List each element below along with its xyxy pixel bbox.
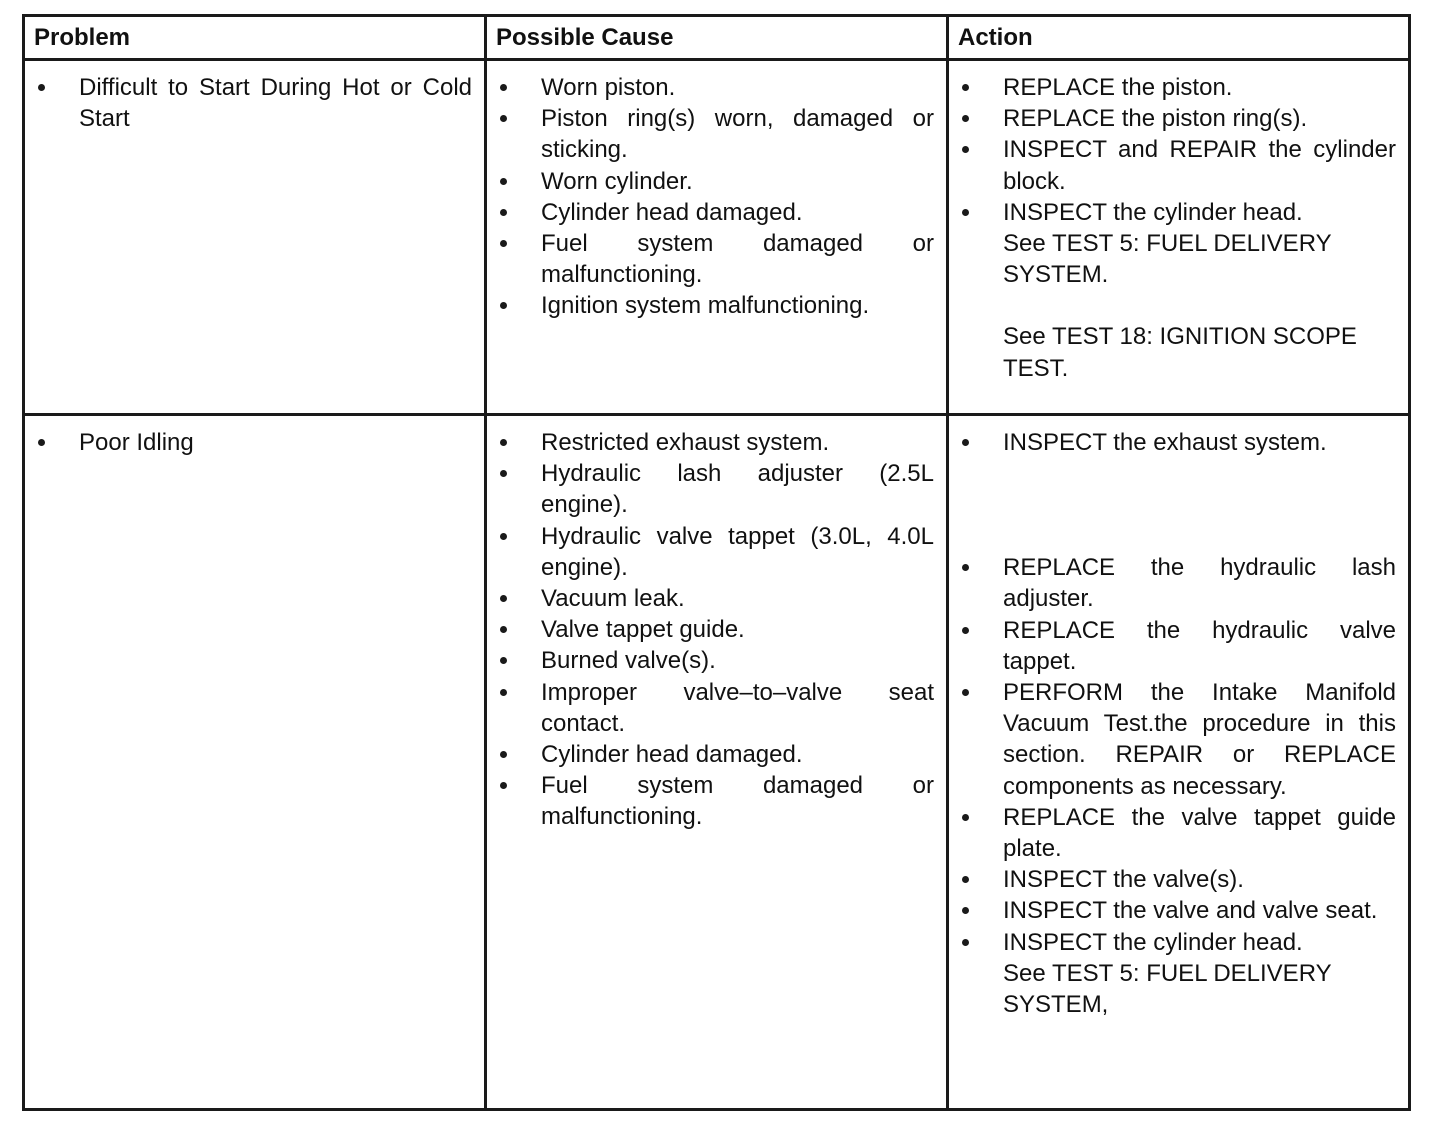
list-item	[491, 614, 934, 645]
bullet-icon	[500, 595, 507, 602]
cause-cell	[486, 60, 948, 415]
header-row	[24, 16, 1410, 60]
cause-text: Valve tappet guide.	[541, 616, 745, 644]
list-item	[491, 103, 934, 165]
reference-note: See TEST 5: FUEL DELIVERY SYSTEM.	[1003, 230, 1332, 289]
action-text: INSPECT and REPAIR the cylinder block.	[1003, 136, 1396, 195]
cause-text: Piston ring(s) worn, damaged or sticking.	[541, 105, 934, 164]
bullet-icon	[500, 782, 507, 789]
bullet-icon	[962, 627, 969, 634]
bullet-icon	[962, 814, 969, 821]
header-action: Action	[948, 16, 1410, 60]
bullet-icon	[38, 84, 45, 91]
action-text: PERFORM the Intake Manifold Vacuum Test.the procedure in this section. REPAIR or REPLACE components as necessary.	[1003, 679, 1396, 800]
action-cell	[948, 415, 1410, 1110]
bullet-icon	[500, 302, 507, 309]
bullet-icon	[962, 146, 969, 153]
bullet-icon	[500, 751, 507, 758]
problem-cell	[24, 415, 486, 1110]
list-item	[953, 927, 1396, 1021]
action-text: REPLACE the valve tappet guide plate.	[1003, 803, 1396, 863]
bullet-icon	[500, 439, 507, 446]
list-item	[491, 521, 934, 583]
cause-text: Vacuum leak.	[541, 585, 685, 613]
bullet-icon	[500, 240, 507, 247]
action-text: REPLACE the piston.	[1003, 74, 1233, 101]
action-text: REPLACE the hydraulic valve tappet.	[1003, 616, 1396, 675]
bullet-icon	[962, 564, 969, 571]
bullet-icon	[500, 84, 507, 91]
action-cell	[948, 60, 1410, 415]
list-item	[491, 770, 934, 832]
list-item	[491, 739, 934, 770]
cause-text: Fuel system damaged or malfunctioning.	[541, 772, 934, 831]
bullet-icon	[962, 115, 969, 122]
bullet-icon	[500, 626, 507, 633]
list-item	[491, 228, 934, 290]
header-possible-cause: Possible Cause	[486, 16, 948, 60]
action-text: INSPECT the exhaust system.	[1003, 429, 1327, 456]
diagnosis-table	[22, 14, 1411, 1111]
list-item	[953, 134, 1396, 196]
bullet-icon	[38, 439, 45, 446]
list-item	[491, 166, 934, 197]
problem-cell	[24, 60, 486, 415]
reference-note: See TEST 18: IGNITION SCOPE TEST.	[1003, 323, 1357, 382]
list-item	[953, 427, 1396, 458]
cause-text: Fuel system damaged or malfunctioning.	[541, 230, 934, 289]
bullet-icon	[500, 178, 507, 185]
cause-text: Burned valve(s).	[541, 647, 716, 675]
action-text: REPLACE the hydraulic lash adjuster.	[1003, 554, 1396, 613]
bullet-icon	[962, 689, 969, 696]
cause-text: Hydraulic lash adjuster (2.5L engine).	[541, 460, 934, 519]
action-text: REPLACE the piston ring(s).	[1003, 105, 1308, 133]
list-item	[491, 290, 934, 321]
list-item	[953, 677, 1396, 802]
list-item	[491, 677, 934, 739]
bullet-icon	[500, 657, 507, 664]
list-item	[491, 197, 934, 228]
cause-text: Restricted exhaust system.	[541, 429, 830, 456]
bullet-icon	[962, 439, 969, 446]
list-item	[953, 72, 1396, 103]
cause-text: Ignition system malfunctioning.	[541, 292, 870, 320]
list-item	[491, 72, 934, 103]
list-item	[29, 72, 472, 134]
bullet-icon	[962, 907, 969, 914]
cause-text: Improper valve–to–valve seat contact.	[541, 678, 934, 737]
list-item	[953, 552, 1396, 614]
bullet-icon	[500, 209, 507, 216]
list-item	[491, 458, 934, 520]
list-item	[953, 615, 1396, 677]
action-text: INSPECT the valve and valve seat.	[1003, 897, 1378, 925]
bullet-icon	[962, 84, 969, 91]
bullet-icon	[500, 115, 507, 122]
bullet-icon	[962, 876, 969, 883]
bullet-icon	[962, 939, 969, 946]
cause-text: Cylinder head damaged.	[541, 198, 803, 226]
bullet-icon	[500, 470, 507, 477]
action-text: INSPECT the cylinder head.	[1003, 928, 1303, 956]
problem-text: Poor Idling	[79, 429, 194, 456]
list-item	[953, 895, 1396, 926]
action-text: INSPECT the cylinder head.	[1003, 198, 1303, 226]
cause-text: Cylinder head damaged.	[541, 741, 803, 769]
list-item	[953, 103, 1396, 134]
table-row	[24, 415, 1410, 1110]
cause-text: Worn piston.	[541, 74, 676, 101]
bullet-icon	[500, 533, 507, 540]
action-text: INSPECT the valve(s).	[1003, 866, 1244, 894]
bullet-icon	[962, 209, 969, 216]
list-item	[491, 427, 934, 458]
list-item	[491, 645, 934, 676]
cause-cell	[486, 415, 948, 1110]
list-item	[953, 197, 1396, 384]
list-item	[953, 802, 1396, 864]
table-row	[24, 60, 1410, 415]
reference-note: See TEST 5: FUEL DELIVERY SYSTEM,	[1003, 959, 1332, 1019]
problem-text: Difficult to Start During Hot or Cold Start	[79, 74, 472, 133]
list-item	[953, 864, 1396, 895]
bullet-icon	[500, 689, 507, 696]
header-problem: Problem	[24, 16, 486, 60]
cause-text: Worn cylinder.	[541, 167, 693, 195]
list-item	[491, 583, 934, 614]
cause-text: Hydraulic valve tappet (3.0L, 4.0L engine).	[541, 522, 934, 581]
list-item	[29, 427, 472, 458]
